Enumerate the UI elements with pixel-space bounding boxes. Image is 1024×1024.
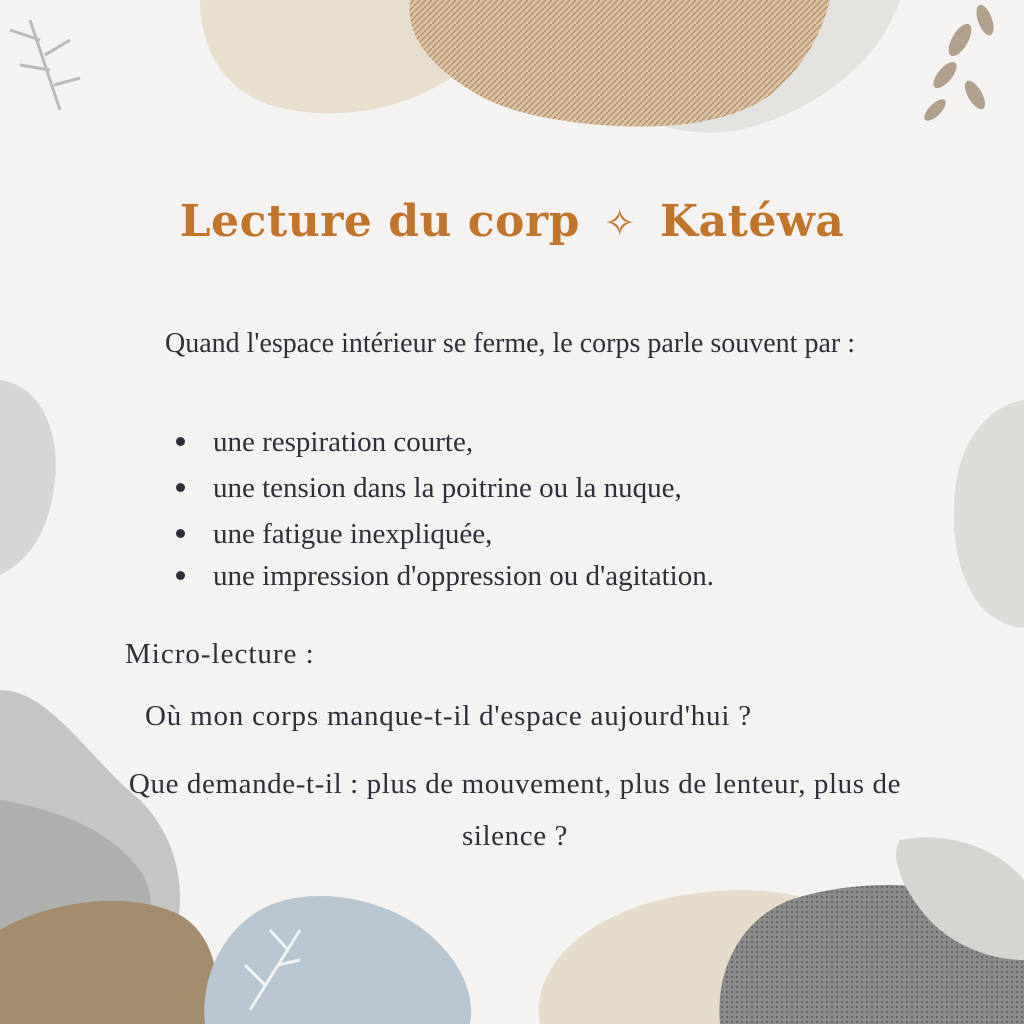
- top-right-branch: [921, 3, 997, 125]
- list-item: [176, 426, 473, 459]
- micro-lecture-label: Micro-lecture :: [125, 638, 315, 670]
- bullet-icon: [176, 483, 185, 492]
- title-left: Lecture du corp: [179, 196, 580, 247]
- list-item-text: une respiration courte,: [213, 426, 474, 458]
- bullet-icon: [176, 529, 185, 538]
- right-grey-blob: [954, 400, 1024, 628]
- bottom-left-brown-blob: [0, 901, 217, 1024]
- bullet-icon: [176, 437, 185, 446]
- list-item-text: une impression d'oppression ou d'agitation.: [213, 560, 714, 592]
- title-right: Katéwa: [659, 196, 845, 247]
- question-two: Que demande-t-il : plus de mouvement, plus de lenteur, plus de silence ?: [128, 768, 902, 852]
- sparkle-icon: ✧: [603, 201, 637, 245]
- question-one: Où mon corps manque-t-il d'espace aujourd'hui ?: [145, 700, 752, 732]
- bullet-icon: [176, 571, 185, 580]
- list-item: [176, 472, 682, 505]
- page-title: [0, 196, 1024, 247]
- list-item-text: une fatigue inexpliquée,: [213, 518, 493, 550]
- list-item-text: une tension dans la poitrine ou la nuque,: [213, 472, 682, 504]
- list-item: [176, 560, 714, 593]
- top-left-leaf: [10, 20, 80, 110]
- bottom-blue-blob: [204, 896, 471, 1024]
- left-leaf-shape: [0, 380, 56, 575]
- list-item: [176, 518, 492, 551]
- intro-text: Quand l'espace intérieur se ferme, le corps parle souvent par :: [165, 328, 855, 359]
